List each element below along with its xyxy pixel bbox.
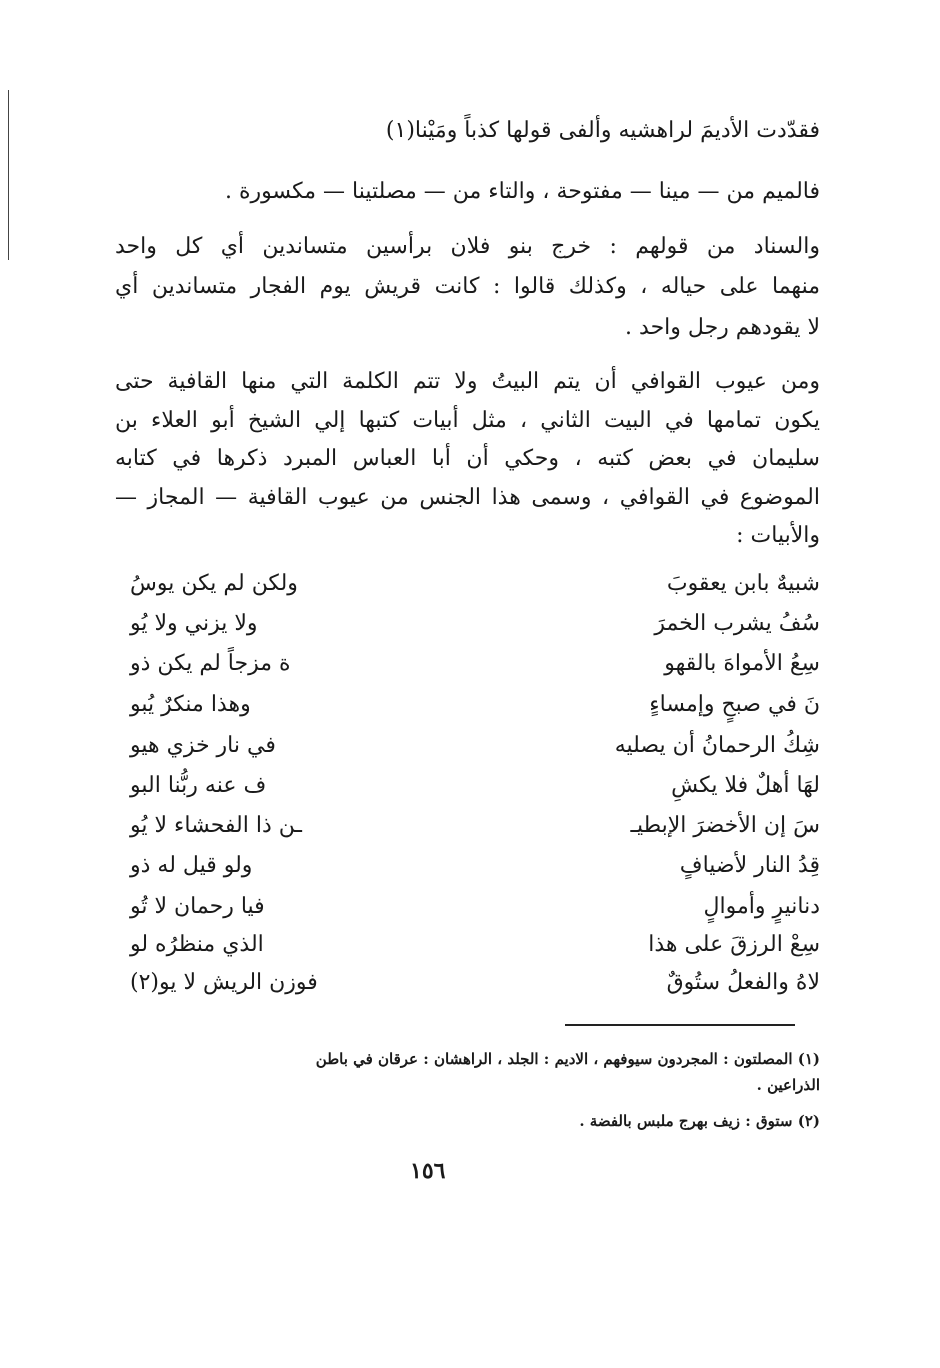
verse-first-hemistich: سَ إن الأخضرَ الإبطيـ — [630, 813, 820, 838]
verse-first-hemistich: لهَا أهلٌ فلا يكشِ — [671, 773, 820, 798]
verse-line — [130, 609, 820, 639]
text-line: سليمان في بعض كتبه ، وحكي أن أبا العباس المبرد ذكرها في كتابه — [115, 446, 820, 471]
verse-line — [130, 851, 820, 881]
verse-line — [130, 771, 820, 801]
text-line: الموضوع في القوافي ، وسمى هذا الجنس من عيوب القافية — المجاز — — [115, 485, 820, 510]
text-line: لا يقودهم رجل واحد . — [625, 315, 820, 340]
verse-second-hemistich: فيا رحمان لا تُو — [130, 894, 265, 919]
verse-first-hemistich: سِعْ الرزقَ على هذا — [648, 932, 820, 957]
footnote-continuation: الذراعين . — [756, 1076, 820, 1094]
text-line: والسناد من قولهم : خرج بنو فلان برأسين متساندين أي كل واحد — [115, 234, 820, 259]
text-line: فالميم من — مينا — مفتوحة ، والتاء من — مصلتينا — مكسورة . — [224, 179, 820, 204]
verse-second-hemistich: ة مزجاً لم يكن ذو — [130, 651, 291, 676]
verse-line — [130, 569, 820, 599]
verse-second-hemistich: ولا يزني ولا يُو — [130, 611, 258, 636]
verse-line — [130, 968, 820, 998]
verse-line — [130, 690, 820, 720]
verse-first-hemistich: سِعُ الأمواهَ بالقهو — [664, 651, 820, 676]
text-line: يكون تمامها في البيت الثاني ، مثل أبيات كتبها إلي الشيخ أبو العلاء بن — [115, 408, 820, 433]
margin-rule — [8, 90, 9, 260]
verse-first-hemistich: شبيهٌ بابن يعقوبَ — [666, 571, 820, 596]
text-line: ومن عيوب القوافي أن يتم البيتُ ولا تتم الكلمة التي منها القافية حتى — [115, 369, 820, 394]
verse-second-hemistich: وهذا منكرٌ يُبو — [130, 692, 251, 717]
verse-line — [130, 892, 820, 922]
verse-line — [130, 930, 820, 960]
verse-first-hemistich: سُفُ يشرب الخمرَ — [654, 611, 820, 636]
verse-line — [130, 649, 820, 679]
quoted-verse: فقدّدت الأديمَ لراهشيه وألفى قولها كذباً ومَيْنا(١) — [385, 118, 820, 143]
verse-first-hemistich: دنانيرٍ وأموالٍ — [703, 894, 820, 919]
verse-first-hemistich: لاهُ والفعلُ ستُوقٌ — [666, 970, 820, 995]
verse-first-hemistich: شِكُ الرحمانُ أن يصليه — [614, 733, 820, 758]
text-line: منهما على حياله ، وكذلك قالوا : كانت قريش يوم الفجار متساندين أي — [115, 274, 820, 299]
page-number: ١٥٦ — [410, 1158, 446, 1184]
footnote-separator — [565, 1024, 795, 1026]
verse-line — [130, 811, 820, 841]
footnote: (٢) ستوق : زيف بهرج ملبس بالفضة . — [579, 1112, 820, 1130]
verse-second-hemistich: في نار خزي هيو — [130, 733, 276, 758]
verse-second-hemistich: الذي منظرُه لو — [130, 932, 264, 957]
verse-first-hemistich: نَ في صبحٍ وإمساءٍ — [649, 692, 820, 717]
verse-line — [130, 731, 820, 761]
verse-first-hemistich: قِدُ النار لأضيافٍ — [679, 853, 820, 878]
verse-second-hemistich: ولو قيل له ذو — [130, 853, 253, 878]
verse-second-hemistich: ف عنه ربُّنا البو — [130, 773, 267, 798]
footnote: (١) المصلتون : المجردون سيوفهم ، الاديم : الجلد ، الراهشان : عرقان في باطن — [315, 1050, 820, 1068]
text-line: والأبيات : — [736, 523, 820, 548]
verse-second-hemistich: ولكن لم يكن يوسُ — [130, 571, 298, 596]
verse-second-hemistich: فوزن الريش لا يو(٢) — [130, 970, 318, 995]
verse-second-hemistich: ـن ذا الفحشاء لا يُو — [130, 813, 302, 838]
